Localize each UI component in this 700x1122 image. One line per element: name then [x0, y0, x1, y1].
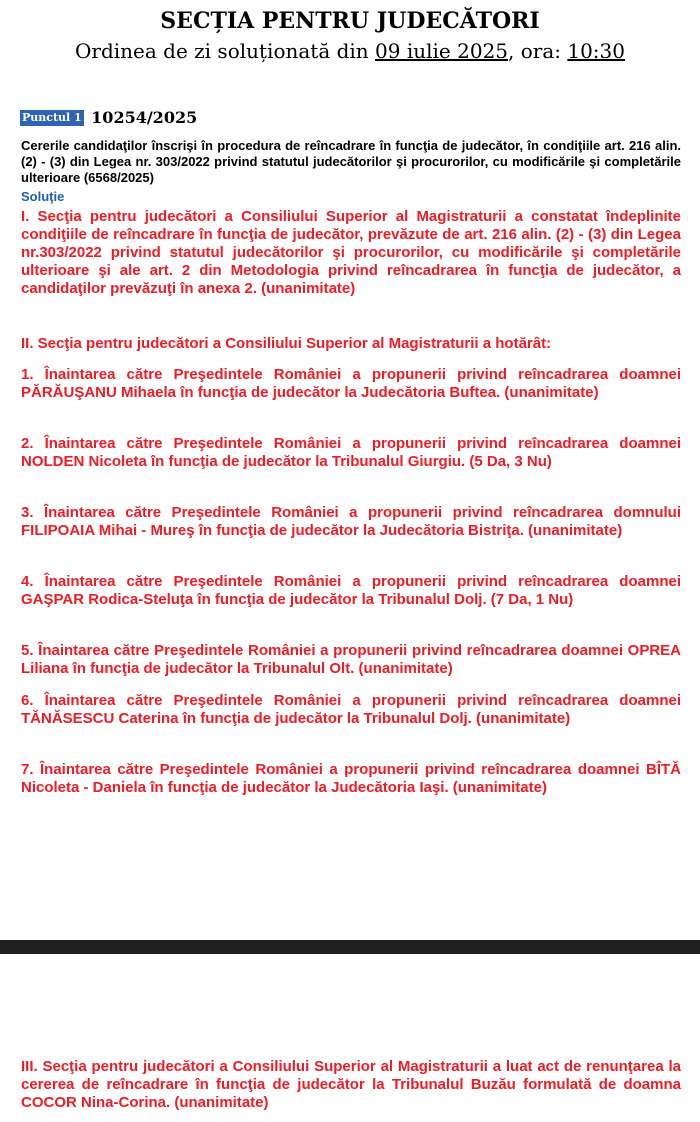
- agenda-item-header: [20, 108, 197, 130]
- decision-item: 5. Înaintarea către Preşedintele României a propunerii privind reîncadrarea doamnei OPREA Liliana în funcţia de judecător la Tribunalul Olt. (unanimitate): [21, 642, 681, 677]
- decision-item: 6. Înaintarea către Preşedintele României a propunerii privind reîncadrarea doamnei TĂNĂSESCU Caterina în funcţia de judecător la Tribunalul Dolj. (unanimitate): [21, 692, 681, 727]
- page-separator: [0, 940, 700, 954]
- decision-item: 3. Înaintarea către Preşedintele României a propunerii privind reîncadrarea domnului FILIPOAIA Mihai - Mureş în funcţia de judecător la Judecătoria Bistriţa. (unanimitate): [21, 504, 681, 539]
- item-request-text: Cererile candidaţilor înscrişi în procedura de reîncadrare în funcţia de judecător, în condiţiile art. 216 alin. (2) - (3) din Legea nr. 303/2022 privind statutul judecătorilor şi procurorilor, cu modificările şi completările ulterioare (6568/2025): [21, 138, 681, 185]
- session-time: 10:30: [567, 39, 625, 63]
- decision-item: 1. Înaintarea către Preşedintele României a propunerii privind reîncadrarea doamnei PĂRĂUŞANU Mihaela în funcţia de judecător la Judecătoria Buftea. (unanimitate): [21, 366, 681, 401]
- session-date: 09 iulie 2025: [375, 39, 509, 63]
- page-title: SECȚIA PENTRU JUDECĂTORI: [160, 8, 540, 34]
- subtitle-prefix: Ordinea de zi soluționată din: [74, 39, 376, 63]
- agenda-subtitle: [0, 37, 700, 65]
- decision-item: 2. Înaintarea către Preşedintele României a propunerii privind reîncadrarea doamnei NOLDEN Nicoleta în funcţia de judecător la Tribunalul Giurgiu. (5 Da, 3 Nu): [21, 435, 681, 470]
- solution-label: Soluţie: [21, 189, 65, 204]
- item-number: 10254/2025: [91, 108, 198, 127]
- solution-section-3: III. Secţia pentru judecători a Consiliului Superior al Magistraturii a luat act de renunţarea la cererea de reîncadrare în funcţia de judecător la Tribunalul Buzău formulată de doamna COCOR Nina-Corina. (unanimitate): [21, 1058, 681, 1111]
- decision-item: 7. Înaintarea către Preşedintele României a propunerii privind reîncadrarea doamnei BÎTĂ Nicoleta - Daniela în funcţia de judecător la Judecătoria Iaşi. (unanimitate): [21, 761, 681, 796]
- item-badge: Punctul 1: [22, 111, 82, 124]
- solution-section-1: I. Secţia pentru judecători a Consiliului Superior al Magistraturii a constatat îndeplinite condiţiile de reîncadrare în funcţia de judecător, prevăzute de art. 216 alin. (2) - (3) din Legea nr.303/2022 privind statutul judecătorilor şi procurorilor, cu modificările şi completările ulterioare şi ale art. 2 din Metodologia privind reîncadrarea în funcţia de judecător, a candidaţilor prevăzuţi în anexa 2. (unanimitate): [21, 208, 681, 297]
- solution-section-2-heading: II. Secţia pentru judecători a Consiliului Superior al Magistraturii a hotărât:: [21, 335, 552, 352]
- decision-item: 4. Înaintarea către Preşedintele României a propunerii privind reîncadrarea doamnei GAŞPAR Rodica-Steluţa în funcţia de judecător la Tribunalul Dolj. (7 Da, 1 Nu): [21, 573, 681, 608]
- time-prefix: , ora:: [508, 39, 568, 63]
